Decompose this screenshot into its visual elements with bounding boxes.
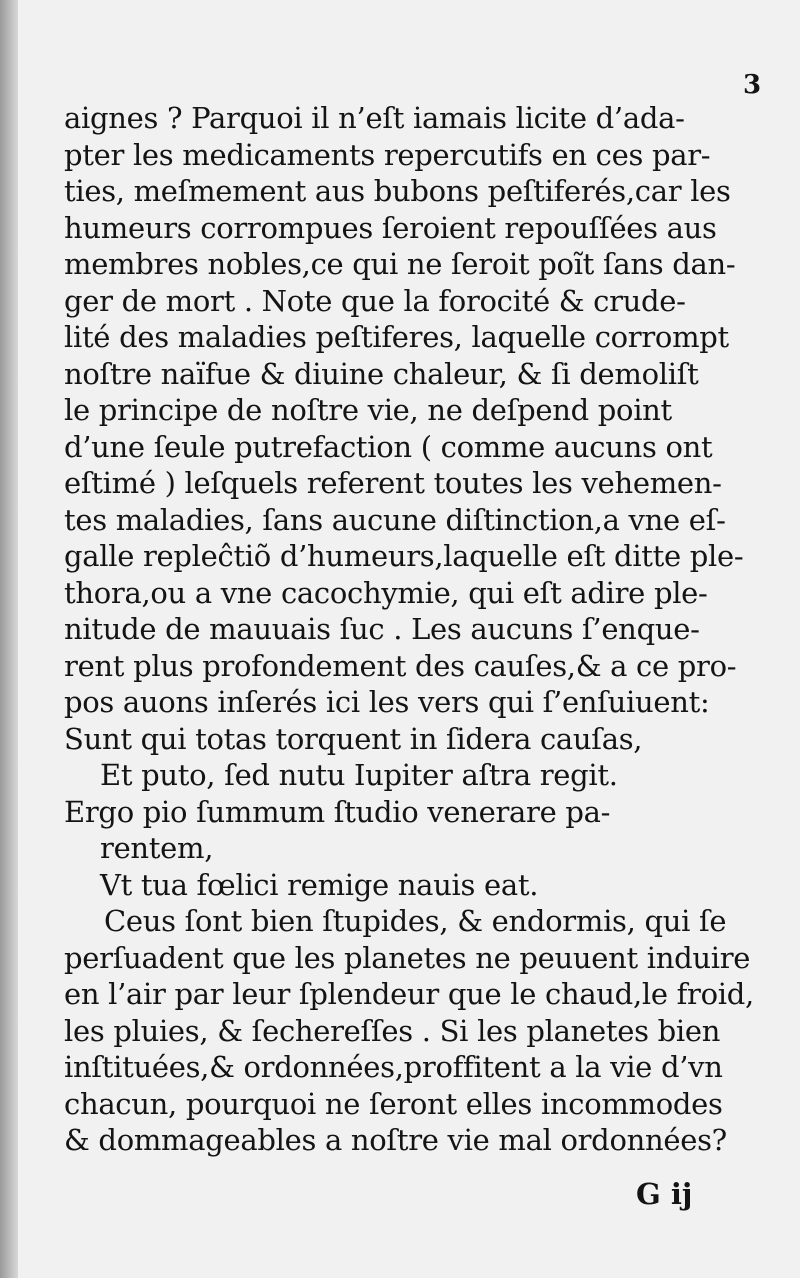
verse-line: Sunt qui totas torquent in ſidera cauſas,: [64, 721, 643, 756]
text-line: membres nobles,ce qui ne ſeroit poĩt ſans dan-: [64, 247, 736, 281]
text-line: en l’air par leur ſplendeur que le chaud,le froid,: [64, 977, 754, 1011]
verse-line: rentem,: [100, 831, 214, 865]
text-line: chacun, pourquoi ne ſeront elles incommodes: [64, 1086, 723, 1121]
text-line: galle repleĉtiõ d’humeurs,laquelle eſt ditte ple-: [64, 539, 744, 573]
text-line: tes maladies, ſans aucune diſtinction,a vne eſ-: [64, 502, 726, 537]
text-line: ger de mort . Note que la forocité & crude-: [64, 283, 686, 318]
verse-line: Ergo pio ſummum ſtudio venerare pa-: [64, 794, 611, 829]
signature-mark: G ij: [636, 1177, 693, 1211]
text-line: nitude de mauuais ſuc . Les aucuns ſ’enque-: [64, 612, 700, 646]
text-line: humeurs corrompues ſeroient repouſſées aus: [64, 210, 717, 245]
text-line: eſtimé ) leſquels referent toutes les vehemen-: [64, 466, 722, 500]
text-line: d’une ſeule putrefaction ( comme aucuns ont: [64, 429, 713, 464]
text-line: les pluies, & ſechereſſes . Si les planetes bien: [64, 1013, 721, 1048]
body-text: [64, 100, 790, 1159]
text-line: noſtre naïfue & diuine chaleur, & ſi demoliſt: [64, 356, 699, 391]
text-line: aignes ? Parquoi il n’eſt iamais licite d’ada-: [64, 101, 685, 135]
text-line: inſtituées,& ordonnées,proffitent a la vie d’vn: [64, 1050, 723, 1084]
text-line: rent plus profondement des cauſes,& a ce pro-: [64, 648, 737, 683]
text-line: thora,ou a vne cacochymie, qui eſt adire ple-: [64, 575, 708, 610]
verse-line: Et puto, ſed nutu Iupiter aſtra regit.: [100, 758, 618, 792]
text-line: perſuadent que les planetes ne peuuent induire: [64, 940, 751, 975]
page-gutter: [0, 0, 18, 1278]
text-line: lité des maladies peſtiferes, laquelle corrompt: [64, 320, 729, 354]
verse-line: Vt tua fœlici remige nauis eat.: [100, 867, 539, 902]
text-line: ties, meſmement aus bubons peſtiferés,car les: [64, 174, 731, 208]
text-line: pter les medicaments repercutifs en ces par-: [64, 137, 711, 172]
text-line: & dommageables a noſtre vie mal ordonnées?: [64, 1123, 727, 1157]
page-number: 3: [743, 70, 762, 100]
text-line: le principe de noſtre vie, ne deſpend point: [64, 393, 672, 427]
text-line: Ceus ſont bien ſtupides, & endormis, qui ſe: [104, 904, 727, 938]
book-page: [18, 0, 800, 1278]
text-line: pos auons inſerés ici les vers qui ſ’enſuiuent:: [64, 685, 710, 719]
